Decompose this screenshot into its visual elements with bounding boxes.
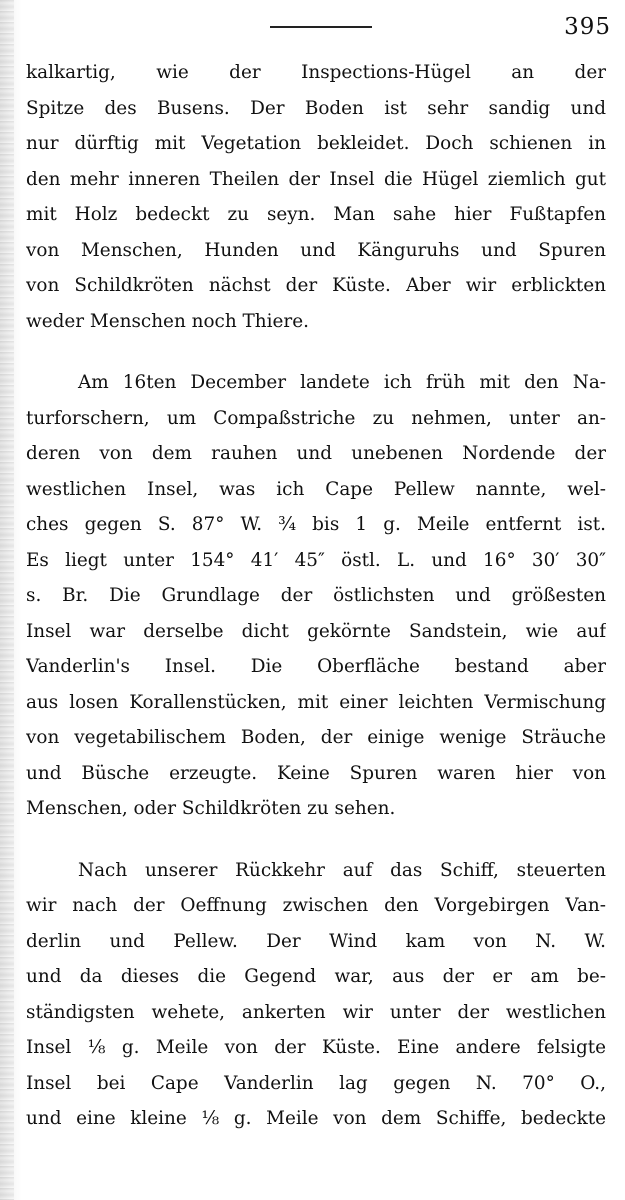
text-line: s. Br. Die Grundlage der östlichsten und größesten [26, 585, 606, 606]
text-line: kalkartig, wie der Inspections-Hügel an der [26, 62, 606, 83]
text-line: Spitze des Busens. Der Boden ist sehr sandig und [26, 97, 606, 119]
text-line: nur dürftig mit Vegetation bekleidet. Doch schienen in [26, 133, 606, 154]
text-line: von vegetabilischem Boden, der einige wenige Sträuche [26, 727, 606, 748]
text-line: ches gegen S. 87° W. ¾ bis 1 g. Meile entfernt ist. [26, 514, 606, 535]
page-number: 395 [564, 14, 611, 40]
text-line: mit Holz bedeckt zu seyn. Man sahe hier Fußtapfen [26, 204, 606, 225]
paragraph [26, 55, 606, 339]
text-line: Insel ⅛ g. Meile von der Küste. Eine andere felsigte [26, 1037, 606, 1058]
page-gutter [0, 0, 14, 1200]
text-line: Vanderlin's Insel. Die Oberfläche bestand aber [26, 656, 606, 677]
text-line: Am 16ten December landete ich früh mit den Na- [78, 372, 606, 393]
text-line: Es liegt unter 154° 41′ 45″ östl. L. und 16° 30′ 30″ [26, 549, 606, 571]
text-line: und Büsche erzeugte. Keine Spuren waren hier von [26, 762, 606, 784]
text-line: deren von dem rauhen und unebenen Nordende der [26, 443, 606, 464]
text-line: westlichen Insel, was ich Cape Pellew nannte, wel- [26, 478, 606, 500]
paragraph-gap [26, 339, 606, 365]
paragraph [26, 365, 606, 827]
text-line: und da dieses die Gegend war, aus der er am be- [26, 966, 606, 987]
text-line: derlin und Pellew. Der Wind kam von N. W. [26, 930, 606, 952]
header-rule [270, 26, 372, 28]
text-line: und eine kleine ⅛ g. Meile von dem Schiffe, bedeckte [26, 1108, 606, 1129]
text-line: wir nach der Oeffnung zwischen den Vorgebirgen Van- [26, 895, 606, 916]
text-line: ständigsten wehete, ankerten wir unter der westlichen [26, 1001, 606, 1023]
text-line: von Menschen, Hunden und Känguruhs und Spuren [26, 239, 606, 261]
body-text [26, 55, 606, 1137]
paragraph [26, 853, 606, 1137]
text-line: den mehr inneren Theilen der Insel die Hügel ziemlich gut [26, 168, 606, 190]
text-line: Insel war derselbe dicht gekörnte Sandstein, wie auf [26, 620, 606, 642]
paragraph-gap [26, 827, 606, 853]
text-line: von Schildkröten nächst der Küste. Aber wir erblickten [26, 275, 606, 296]
text-line: turforschern, um Compaßstriche zu nehmen, unter an- [26, 407, 606, 429]
text-line: Menschen, oder Schildkröten zu sehen. [26, 798, 396, 819]
text-line: aus losen Korallenstücken, mit einer leichten Vermischung [26, 691, 606, 713]
text-line: weder Menschen noch Thiere. [26, 310, 309, 332]
text-line: Nach unserer Rückkehr auf das Schiff, steuerten [78, 859, 606, 881]
text-line: Insel bei Cape Vanderlin lag gegen N. 70° O., [26, 1072, 606, 1094]
